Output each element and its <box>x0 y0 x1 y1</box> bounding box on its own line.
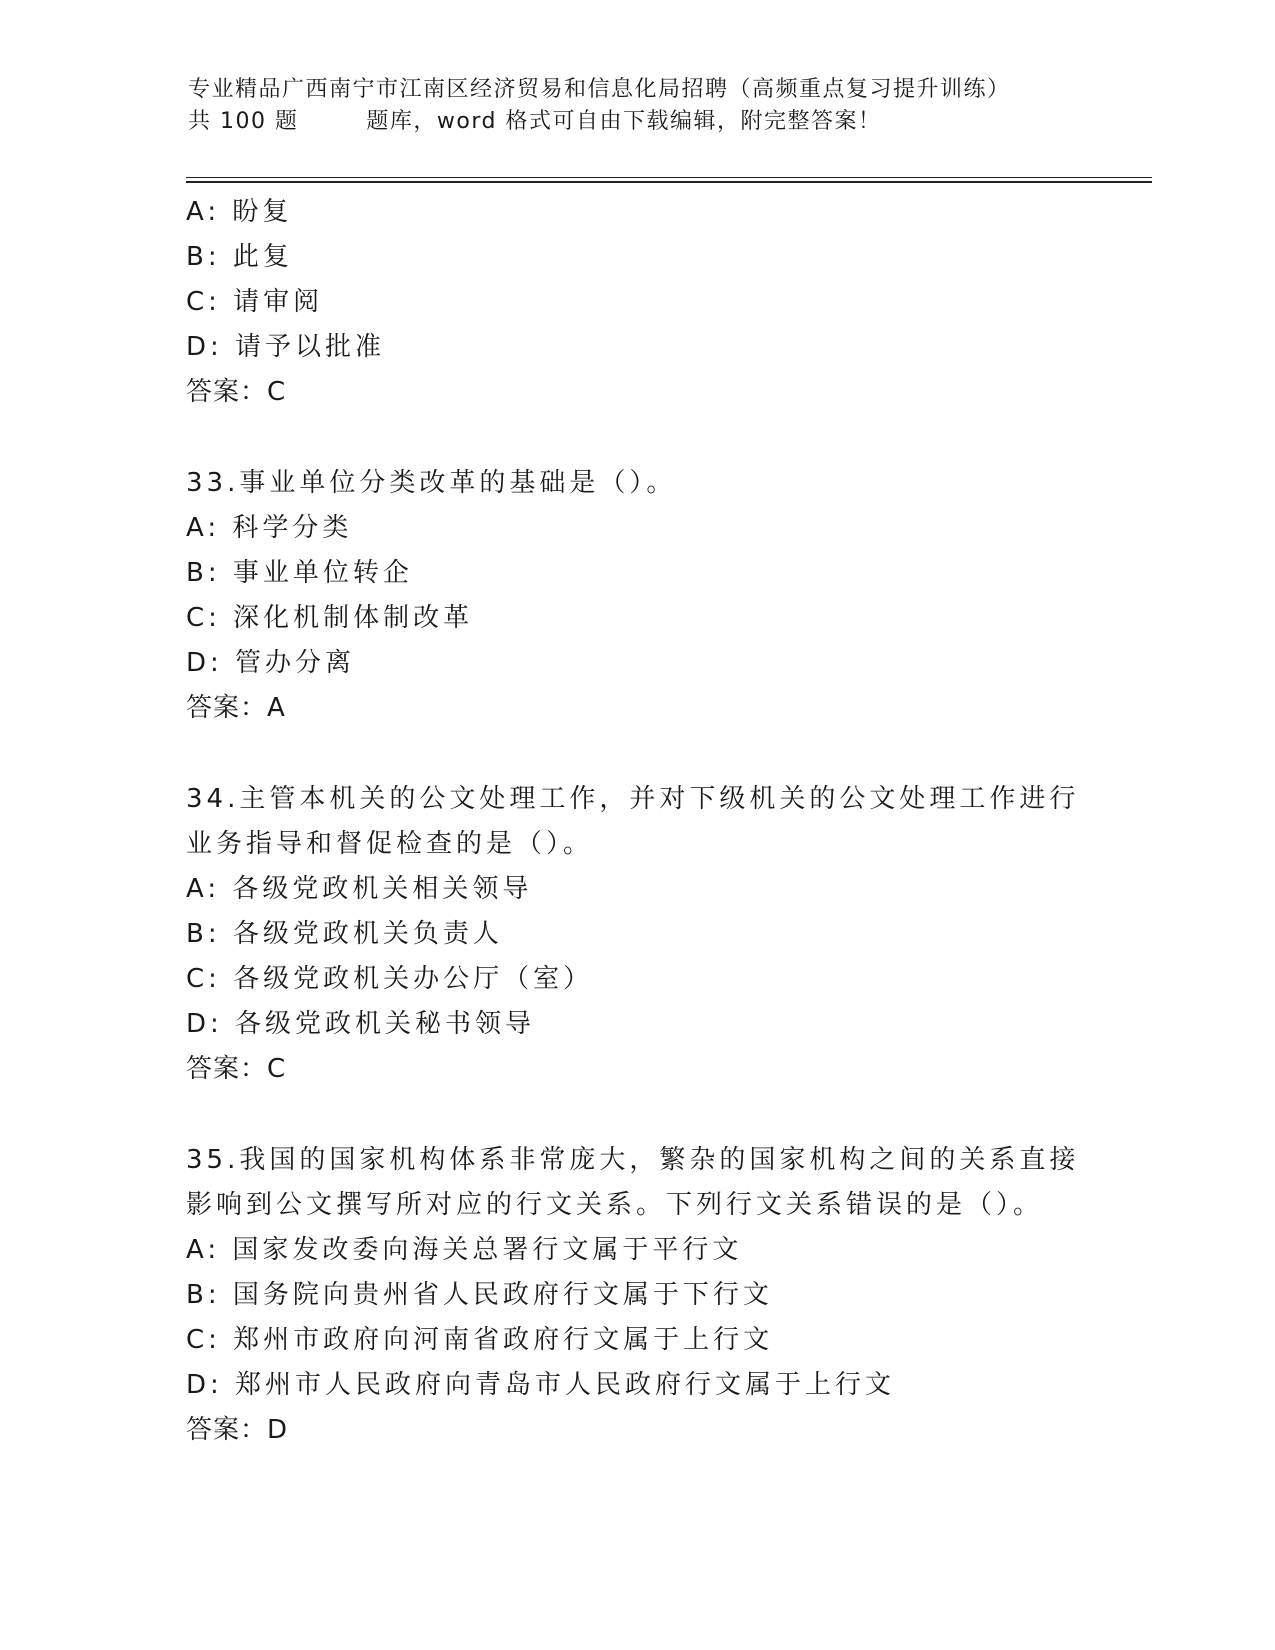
question-block <box>186 1138 1106 1453</box>
header-divider-thin <box>186 177 1152 178</box>
option-b: B: 此复 <box>186 242 293 272</box>
question-text: 34.主管本机关的公文处理工作，并对下级机关的公文处理工作进行业务指导和督促检查的是（）。 <box>186 784 1080 859</box>
option-a: A: 科学分类 <box>186 513 353 543</box>
document-header <box>188 74 1168 138</box>
option-a: A: 国家发改委向海关总署行文属于平行文 <box>186 1235 743 1265</box>
option-d: D: 管办分离 <box>186 648 356 678</box>
option-d: D: 请予以批准 <box>186 332 386 362</box>
option-d: D: 郑州市人民政府向青岛市人民政府行文属于上行文 <box>186 1370 896 1400</box>
option-b: B: 国务院向贵州省人民政府行文属于下行文 <box>186 1280 773 1310</box>
question-block <box>186 461 1106 731</box>
question-text: 35.我国的国家机构体系非常庞大，繁杂的国家机构之间的关系直接影响到公文撰写所对应的行文关系。下列行文关系错误的是（）。 <box>186 1145 1080 1220</box>
answer: 答案：C <box>186 377 287 407</box>
header-title: 专业精品广西南宁市江南区经济贸易和信息化局招聘（高频重点复习提升训练） <box>188 77 1011 102</box>
answer: 答案：A <box>186 693 286 723</box>
question-block <box>186 777 1106 1092</box>
header-subtitle: 共 100 题 题库，word 格式可自由下载编辑，附完整答案！ <box>188 109 882 134</box>
option-d: D: 各级党政机关秘书领导 <box>186 1009 536 1039</box>
question-list <box>186 190 1106 1453</box>
question-block <box>186 190 1106 415</box>
answer: 答案：C <box>186 1054 287 1084</box>
option-c: C: 郑州市政府向河南省政府行文属于上行文 <box>186 1325 774 1355</box>
header-divider-thick <box>186 181 1152 183</box>
option-b: B: 事业单位转企 <box>186 558 413 588</box>
option-c: C: 深化机制体制改革 <box>186 603 474 633</box>
option-c: C: 各级党政机关办公厅（室） <box>186 964 594 994</box>
option-a: A: 各级党政机关相关领导 <box>186 874 533 904</box>
option-a: A: 盼复 <box>186 197 293 227</box>
option-b: B: 各级党政机关负责人 <box>186 919 503 949</box>
answer: 答案：D <box>186 1415 289 1445</box>
option-c: C: 请审阅 <box>186 287 324 317</box>
question-text: 33.事业单位分类改革的基础是（）。 <box>186 468 677 498</box>
